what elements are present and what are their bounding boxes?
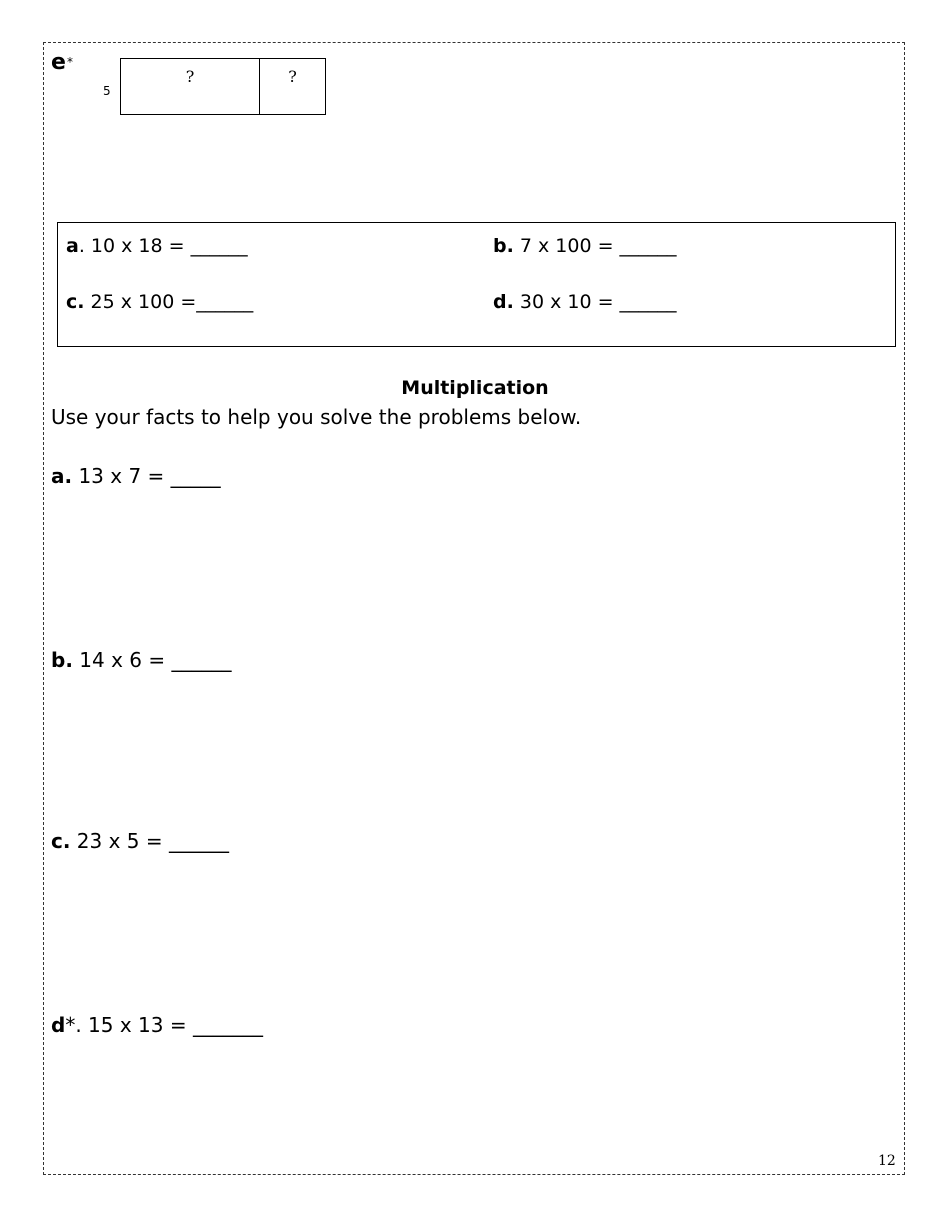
problem-d <box>51 1013 263 1037</box>
area-model-cell-2: ? <box>288 67 297 86</box>
section-title: Multiplication <box>401 377 549 399</box>
problem-e-star: * <box>67 55 73 69</box>
fact-c-text: 25 x 100 =______ <box>84 291 254 313</box>
fact-b <box>493 235 677 257</box>
problem-d-letter: d <box>51 1013 66 1037</box>
fact-c-letter: c. <box>66 291 85 313</box>
section-instructions: Use your facts to help you solve the problems below. <box>51 405 582 429</box>
problem-a-text: 13 x 7 = _____ <box>72 464 221 488</box>
problem-c-text: 23 x 5 = ______ <box>70 829 230 853</box>
problem-c-letter: c. <box>51 829 71 853</box>
page-number: 12 <box>878 1153 896 1169</box>
area-model-cell-1: ? <box>121 59 260 114</box>
facts-box <box>57 222 896 347</box>
area-model-side-label: 5 <box>103 84 111 98</box>
problem-d-text: 15 x 13 = _______ <box>81 1013 263 1037</box>
problem-c <box>51 829 229 853</box>
area-model <box>120 58 326 115</box>
fact-c <box>66 291 253 313</box>
problem-a <box>51 464 221 488</box>
fact-b-text: 7 x 100 = ______ <box>513 235 677 257</box>
page-border <box>43 42 905 1175</box>
fact-d <box>493 291 677 313</box>
fact-a-sep: . <box>78 235 85 257</box>
fact-d-text: 30 x 10 = ______ <box>513 291 677 313</box>
fact-a-letter: a <box>66 235 79 257</box>
problem-b <box>51 648 231 672</box>
fact-d-letter: d. <box>493 291 514 313</box>
problem-b-text: 14 x 6 = ______ <box>72 648 232 672</box>
problem-b-letter: b. <box>51 648 73 672</box>
fact-a <box>66 235 248 257</box>
fact-b-letter: b. <box>493 235 514 257</box>
problem-e-label: e <box>51 50 66 75</box>
problem-a-letter: a. <box>51 464 73 488</box>
problem-d-suffix: *. <box>65 1013 82 1037</box>
fact-a-text: 10 x 18 = ______ <box>84 235 248 257</box>
